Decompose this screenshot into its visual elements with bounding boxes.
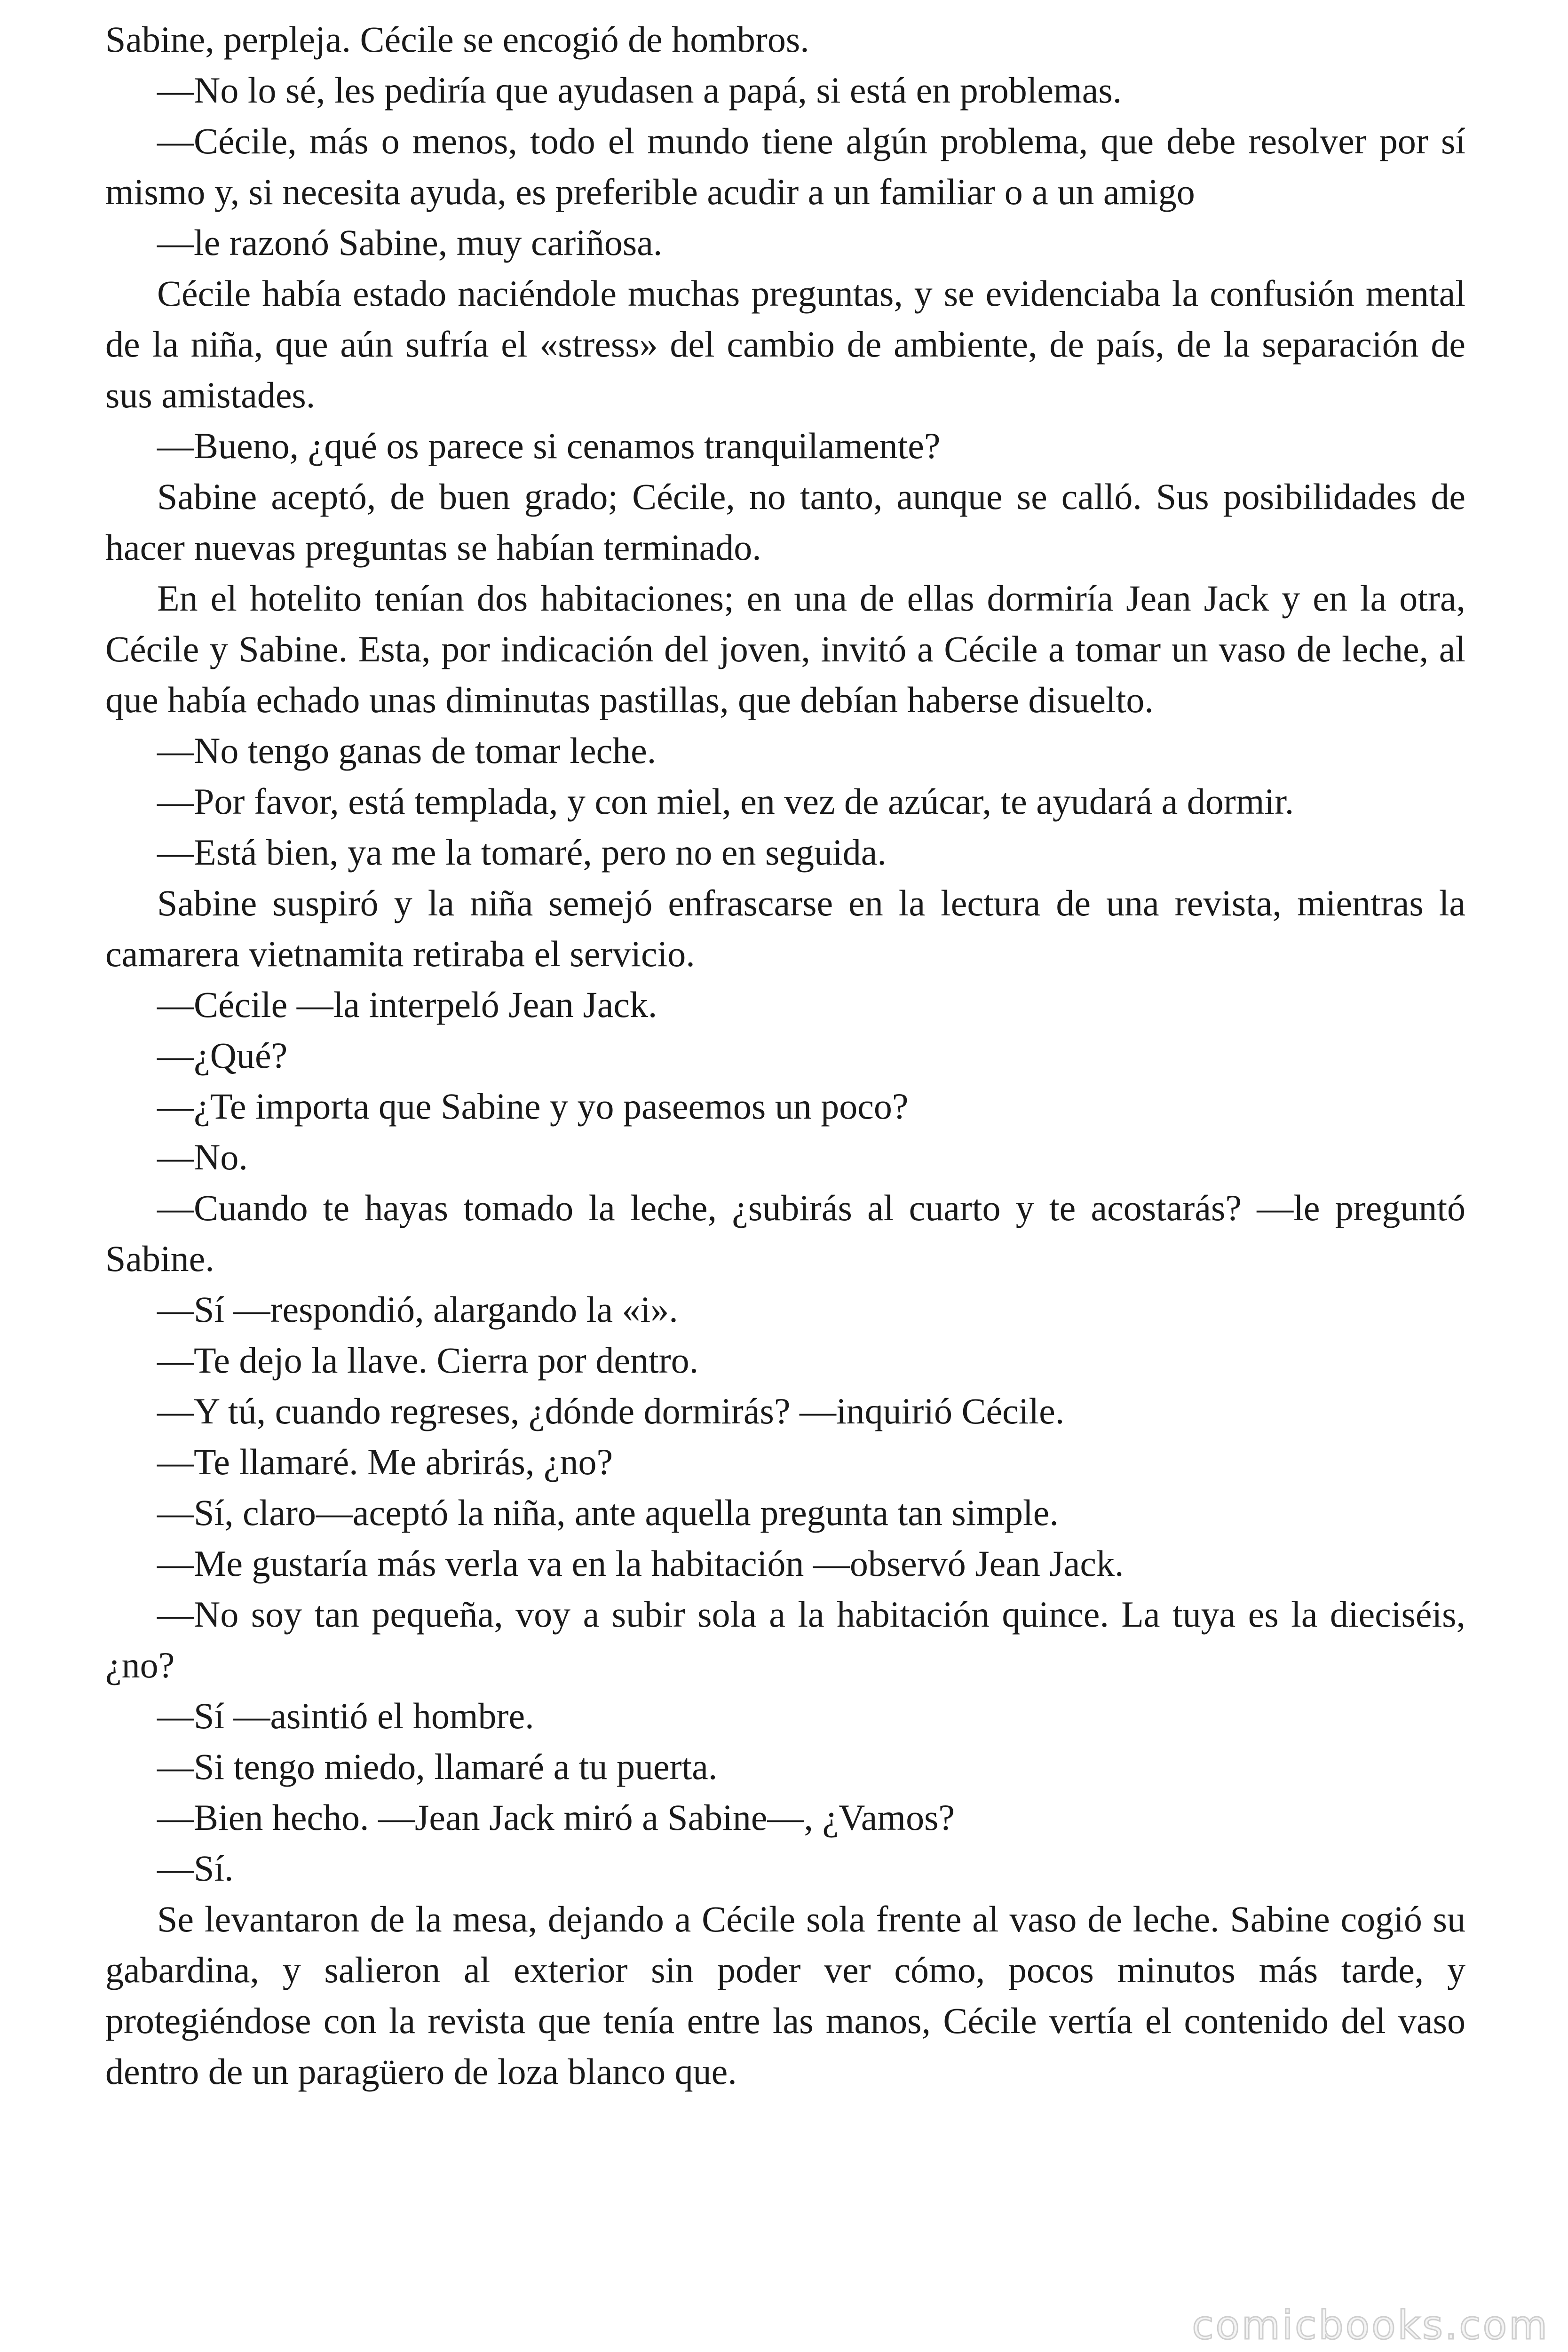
paragraph: —Cécile —la interpeló Jean Jack.: [157, 984, 657, 1025]
paragraph: Cécile había estado naciéndole muchas preguntas, y se evidenciaba la confusión mental de la niña, que aún sufría el «stress» del cambio de ambiente, de país, de la separación de sus amistades.: [105, 273, 1465, 415]
paragraph: —Cécile, más o menos, todo el mundo tiene algún problema, que debe resolver por sí mismo y, si necesita ayuda, es preferible acudir a un familiar o a un amigo: [105, 120, 1465, 212]
paragraph: Se levantaron de la mesa, dejando a Cécile sola frente al vaso de leche. Sabine cogió su gabardina, y salieron al exterior sin poder ver cómo, pocos minutos más tarde, y protegiéndose con la revista que tenía entre las manos, Cécile vertía el contenido del vaso dentro de un paragüero de loza blanco que.: [105, 1899, 1465, 2092]
paragraph: Sabine suspiró y la niña semejó enfrascarse en la lectura de una revista, mientras la camarera vietnamita retiraba el servicio.: [105, 882, 1465, 974]
paragraph: —Cuando te hayas tomado la leche, ¿subirás al cuarto y te acostarás? —le preguntó Sabine.: [105, 1187, 1465, 1279]
watermark: comicbooks.com: [1192, 2302, 1549, 2348]
paragraph: —Sí.: [157, 1848, 234, 1889]
paragraph: —le razonó Sabine, muy cariñosa.: [157, 222, 663, 263]
paragraph: —¿Qué?: [157, 1035, 288, 1076]
paragraph: —No lo sé, les pediría que ayudasen a papá, si está en problemas.: [157, 70, 1122, 111]
paragraph: —Sí —asintió el hombre.: [157, 1695, 534, 1736]
paragraph: —No soy tan pequeña, voy a subir sola a la habitación quince. La tuya es la dieciséis, ¿no?: [105, 1594, 1465, 1685]
paragraph: Sabine aceptó, de buen grado; Cécile, no tanto, aunque se calló. Sus posibilidades de hacer nuevas preguntas se habían terminado.: [105, 476, 1465, 568]
body-text: [105, 14, 1465, 2097]
paragraph: —Me gustaría más verla va en la habitación —observó Jean Jack.: [157, 1543, 1124, 1584]
paragraph: —Sí, claro—aceptó la niña, ante aquella pregunta tan simple.: [157, 1492, 1059, 1533]
paragraph: —Sí —respondió, alargando la «i».: [157, 1289, 678, 1330]
paragraph: —¿Te importa que Sabine y yo paseemos un poco?: [157, 1086, 909, 1127]
paragraph: En el hotelito tenían dos habitaciones; en una de ellas dormiría Jean Jack y en la otra, Cécile y Sabine. Esta, por indicación del joven, invitó a Cécile a tomar un vaso de leche, al que había echado unas diminutas pastillas, que debían haberse disuelto.: [105, 578, 1465, 720]
paragraph: —Te dejo la llave. Cierra por dentro.: [157, 1340, 699, 1381]
paragraph: —Si tengo miedo, llamaré a tu puerta.: [157, 1746, 718, 1787]
paragraph: —Te llamaré. Me abrirás, ¿no?: [157, 1441, 613, 1482]
paragraph: —Por favor, está templada, y con miel, en vez de azúcar, te ayudará a dormir.: [157, 781, 1294, 822]
paragraph: —Y tú, cuando regreses, ¿dónde dormirás? —inquirió Cécile.: [157, 1391, 1065, 1431]
paragraph: —Bien hecho. —Jean Jack miró a Sabine—, ¿Vamos?: [157, 1797, 955, 1838]
paragraph: —No.: [157, 1136, 248, 1177]
paragraph: —Bueno, ¿qué os parece si cenamos tranquilamente?: [157, 425, 941, 466]
paragraph: —Está bien, ya me la tomaré, pero no en seguida.: [157, 832, 887, 873]
paragraph: —No tengo ganas de tomar leche.: [157, 730, 657, 771]
paragraph: Sabine, perpleja. Cécile se encogió de hombros.: [105, 19, 809, 60]
